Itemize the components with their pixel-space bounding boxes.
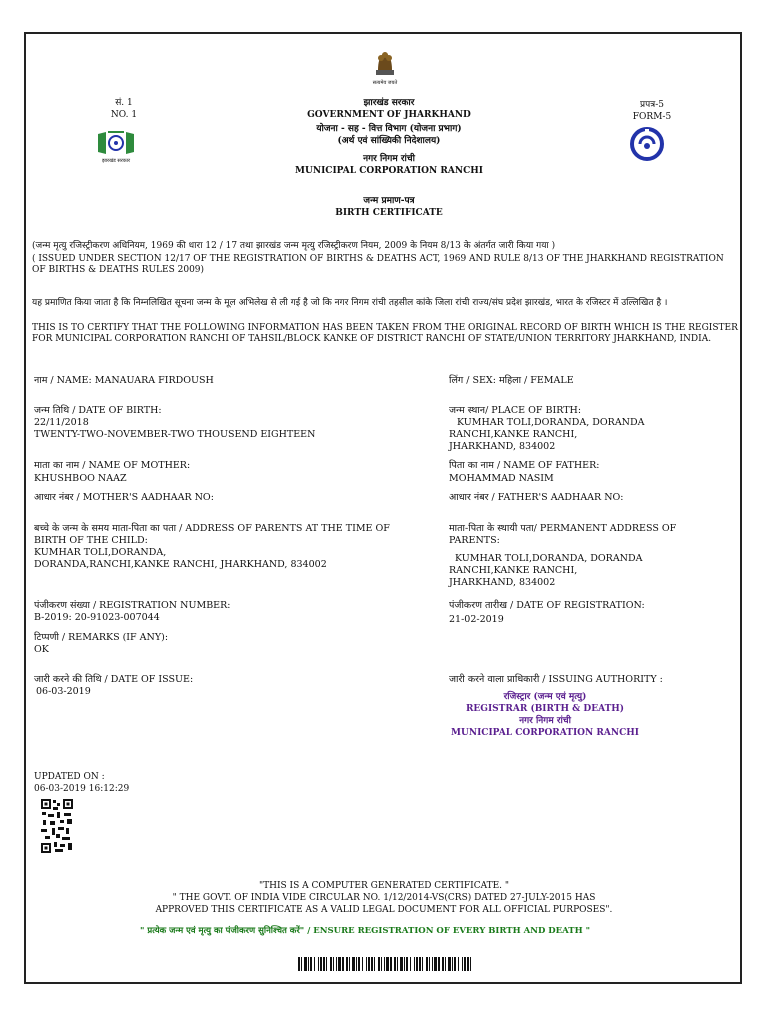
issue-date-label: जारी करने की तिथि / DATE OF ISSUE: <box>34 674 194 685</box>
dob-value: 22/11/2018 <box>34 417 89 428</box>
pob-line1: KUMHAR TOLI,DORANDA, DORANDA <box>457 417 645 428</box>
barcode-bar <box>366 957 367 971</box>
address-at-birth-label-1: बच्चे के जन्म के समय माता-पिता का पता / ADDRESS OF PARENTS AT THE TIME OF <box>34 523 390 534</box>
title-en: BIRTH CERTIFICATE <box>335 208 443 218</box>
barcode-bar <box>400 957 403 971</box>
issuing-authority-label: जारी करने वाला प्राधिकारी / ISSUING AUTHORITY : <box>449 674 663 685</box>
barcode-bar <box>442 957 444 971</box>
authority-en-2: MUNICIPAL CORPORATION RANCHI <box>451 728 639 738</box>
barcode-bar <box>346 957 348 971</box>
barcode-bar <box>464 957 466 971</box>
corp-hi: नगर निगम रांची <box>363 154 415 164</box>
registration-date-label: पंजीकरण तारीख / DATE OF REGISTRATION: <box>449 600 645 611</box>
father-value: MOHAMMAD NASIM <box>449 473 554 484</box>
barcode-bar <box>410 957 411 971</box>
barcode-bar <box>422 957 423 971</box>
certify-en: THIS IS TO CERTIFY THAT THE FOLLOWING INFORMATION HAS BEEN TAKEN FROM THE ORIGINAL RECORD OF BIRTH WHICH IS THE REGISTER FOR MUNICIPAL CORPORATION RANCHI OF TAHSIL/BLOCK KANKE OF DISTRICT RANCHI OF STATE/UNION TERRITORY JHARKHAND, INDIA. <box>32 323 738 344</box>
address-at-birth-line1: KUMHAR TOLI,DORANDA, <box>34 547 167 558</box>
barcode-bar <box>304 957 307 971</box>
updated-value: 06-03-2019 16:12:29 <box>34 784 130 794</box>
barcode-bar <box>371 957 373 971</box>
serial-hi: सं. 1 <box>115 98 133 108</box>
barcode-bar <box>368 957 370 971</box>
barcode-bar <box>462 957 463 971</box>
permanent-address-line3: JHARKHAND, 834002 <box>449 577 556 588</box>
circular-note-2: APPROVED THIS CERTIFICATE AS A VALID LEGAL DOCUMENT FOR ALL OFFICIAL PURPOSES". <box>155 905 613 915</box>
remarks-label: टिप्पणी / REMARKS (IF ANY): <box>34 632 169 643</box>
barcode-bar <box>384 957 385 971</box>
permanent-address-line1: KUMHAR TOLI,DORANDA, DORANDA <box>455 553 643 564</box>
barcode-bar <box>434 957 437 971</box>
father-label: पिता का नाम / NAME OF FATHER: <box>449 460 600 471</box>
qr-code-icon <box>40 798 74 854</box>
barcode-bar <box>390 957 392 971</box>
dob-words: TWENTY-TWO-NOVEMBER-TWO THOUSEND EIGHTEEN <box>34 429 316 440</box>
barcode-bar <box>342 957 344 971</box>
ensure-en: ENSURE REGISTRATION OF EVERY BIRTH AND DEATH " <box>313 926 591 936</box>
barcode-bar <box>349 957 350 971</box>
sex-value: महिला / FEMALE <box>498 375 574 386</box>
barcode-bar <box>320 957 322 971</box>
barcode-bar <box>381 957 382 971</box>
barcode-bar <box>308 957 309 971</box>
address-at-birth-line2: DORANDA,RANCHI,KANKE RANCHI, JHARKHAND, 834002 <box>34 559 327 570</box>
barcode-bar <box>318 957 319 971</box>
barcode-bar <box>362 957 363 971</box>
govt-en: GOVERNMENT OF JHARKHAND <box>307 110 471 120</box>
permanent-address-label-1: माता-पिता के स्थायी पता/ PERMANENT ADDRESS OF <box>449 523 677 534</box>
barcode-bar <box>429 957 430 971</box>
barcode-bar <box>404 957 405 971</box>
barcode-bar <box>397 957 398 971</box>
form-en: FORM-5 <box>632 112 672 122</box>
authority-hi-2: नगर निगम रांची <box>519 716 571 726</box>
barcode-bar <box>338 957 341 971</box>
permanent-address-line2: RANCHI,KANKE RANCHI, <box>449 565 578 576</box>
barcode-bar <box>378 957 380 971</box>
barcode-bar <box>416 957 418 971</box>
sex-label: लिंग / SEX: <box>449 375 496 386</box>
barcode-bar <box>432 957 433 971</box>
barcode-bar <box>314 957 315 971</box>
dob-label: जन्म तिथि / DATE OF BIRTH: <box>34 405 162 416</box>
barcode-bar <box>414 957 415 971</box>
dept-hi-1: योजना - सह - वित्त विभाग (योजना प्रभाग) <box>316 124 462 134</box>
barcode-bar <box>438 957 440 971</box>
left-logo-caption: झारखंड सरकार <box>101 158 131 164</box>
barcode-bar <box>326 957 327 971</box>
father-aadhaar-label: आधार नंबर / FATHER'S AADHAAR NO: <box>449 492 624 503</box>
corp-en: MUNICIPAL CORPORATION RANCHI <box>295 166 483 176</box>
barcode-bar <box>458 957 459 971</box>
registration-date-value: 21-02-2019 <box>449 614 504 625</box>
title-hi: जन्म प्रमाण-पत्र <box>363 196 415 206</box>
certify-hi: यह प्रमाणित किया जाता है कि निम्नलिखित सूचना जन्म के मूल अभिलेख से ली गई है जो कि नगर निगम रांची तहसील कांके जिला रांची राज्य/संघ प्रदेश झारखंड, भारत के रजिस्टर में उल्लिखित है । <box>32 298 668 308</box>
address-at-birth-label-2: BIRTH OF THE CHILD: <box>34 535 148 546</box>
barcode-bar <box>467 957 469 971</box>
barcode-bar <box>323 957 325 971</box>
barcode-bar <box>352 957 355 971</box>
authority-hi-1: रजिस्ट्रार (जन्म एवं मृत्यु) <box>503 692 587 702</box>
mother-aadhaar-label: आधार नंबर / MOTHER'S AADHAAR NO: <box>34 492 214 503</box>
ensure-hi: " प्रत्येक जन्म एवं मृत्यु का पंजीकरण सुनिश्चित करें" / <box>140 926 311 936</box>
barcode-bar <box>298 957 300 971</box>
pob-line3: JHARKHAND, 834002 <box>449 441 556 452</box>
barcode-bar <box>374 957 375 971</box>
barcode-icon <box>298 956 476 970</box>
issue-date-value: 06-03-2019 <box>36 686 91 697</box>
barcode-bar <box>333 957 334 971</box>
computer-generated-note: "THIS IS A COMPUTER GENERATED CERTIFICATE. " <box>258 881 510 891</box>
ensure-registration-line <box>140 926 640 937</box>
serial-en: NO. 1 <box>110 110 138 120</box>
act-en: ( ISSUED UNDER SECTION 12/17 OF THE REGISTRATION OF BIRTHS & DEATHS ACT, 1969 AND RULE 8/13 OF THE JHARKHAND REGISTRATION OF BIRTHS & DEATHS RULES 2009) <box>32 254 724 275</box>
barcode-bar <box>452 957 453 971</box>
form-hi: प्रपत्र-5 <box>640 100 664 110</box>
dept-hi-2: (अर्थ एवं सांख्यिकी निदेशालय) <box>337 136 441 146</box>
registration-number-label: पंजीकरण संख्या / REGISTRATION NUMBER: <box>34 600 231 611</box>
national-emblem-icon <box>370 44 400 80</box>
pob-label: जन्म स्थान/ PLACE OF BIRTH: <box>449 405 582 416</box>
pob-line2: RANCHI,KANKE RANCHI, <box>449 429 578 440</box>
barcode-bar <box>301 957 302 971</box>
updated-label: UPDATED ON : <box>34 772 105 782</box>
name-label: नाम / NAME: <box>34 375 92 386</box>
barcode-bar <box>419 957 421 971</box>
barcode-bar <box>336 957 337 971</box>
registration-number-value: B-2019: 20-91023-007044 <box>34 612 160 623</box>
emblem-motto: सत्यमेव जयते <box>372 80 398 86</box>
barcode-bar <box>454 957 456 971</box>
mother-label: माता का नाम / NAME OF MOTHER: <box>34 460 191 471</box>
barcode-bar <box>310 957 312 971</box>
barcode-bar <box>445 957 446 971</box>
barcode-bar <box>386 957 389 971</box>
barcode-bar <box>448 957 451 971</box>
act-hi: (जन्म मृत्यु रजिस्ट्रीकरण अधिनियम, 1969 की धारा 12 / 17 तथा झारखंड जन्म मृत्यु रजिस्ट्रीकरण नियम, 2009 के नियम 8/13 के अंतर्गत जारी किया गया ) <box>32 241 556 251</box>
name-value: MANAUARA FIRDOUSH <box>94 375 214 386</box>
barcode-bar <box>406 957 408 971</box>
barcode-bar <box>358 957 360 971</box>
circular-note-1: " THE GOVT. OF INDIA VIDE CIRCULAR NO. 1/12/2014-VS(CRS) DATED 27-JULY-2015 HAS <box>172 893 596 903</box>
authority-en-1: REGISTRAR (BIRTH & DEATH) <box>465 704 625 714</box>
barcode-bar <box>330 957 332 971</box>
permanent-address-label-2: PARENTS: <box>449 535 500 546</box>
remarks-value: OK <box>34 644 49 655</box>
barcode-bar <box>426 957 428 971</box>
registration-logo-icon <box>630 127 664 161</box>
jharkhand-logo-icon <box>96 128 136 158</box>
barcode-bar <box>470 957 471 971</box>
mother-value: KHUSHBOO NAAZ <box>34 473 127 484</box>
barcode-bar <box>356 957 357 971</box>
govt-hi: झारखंड सरकार <box>363 98 415 108</box>
barcode-bar <box>394 957 396 971</box>
